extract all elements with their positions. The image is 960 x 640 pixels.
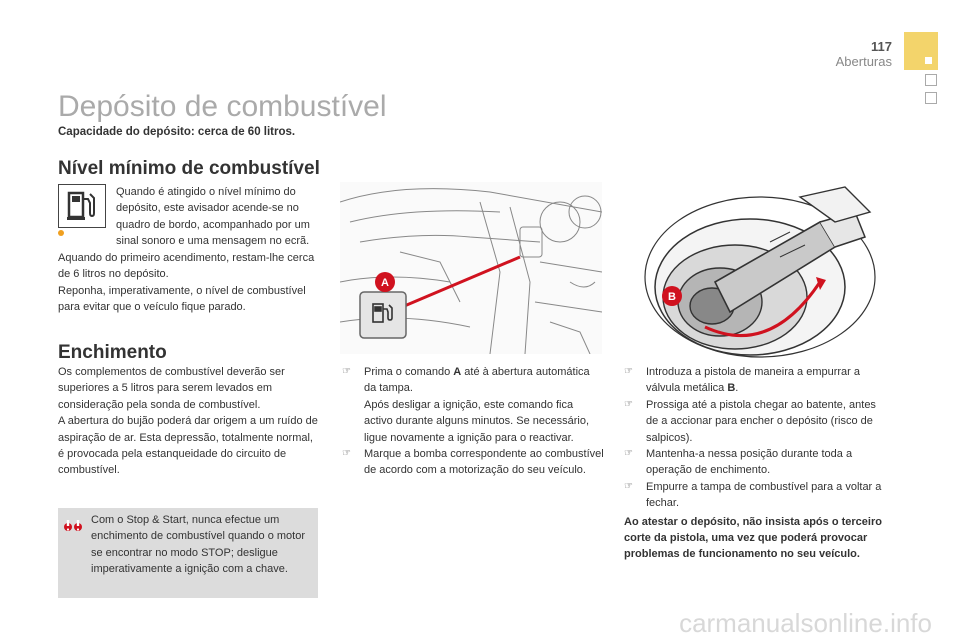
pointing-hand-icon: ☞ (342, 448, 351, 460)
step-push-stop (624, 397, 889, 446)
step-choose-pump-text: Marque a bomba correspondente ao combustível de acordo com a motorização do seu veículo. (364, 448, 604, 477)
chapter-tab-empty-2 (925, 92, 937, 104)
exclamation-icon (62, 516, 84, 538)
step-hold (624, 446, 889, 479)
refuel-warning: Ao atestar o depósito, não insista após o terceiro corte da pistola, uma vez que poderá provocar problemas de funcionamento no seu veículo. (624, 515, 882, 561)
page-title: Depósito de combustível (58, 90, 387, 123)
warning-light-text: Quando é atingido o nível mínimo do depósito, este avisador acende-se no quadro de bordo, acompanhado por um sinal sonoro e uma mensagem no ecrã. (116, 186, 310, 248)
chapter-name: Aberturas (835, 54, 892, 69)
stop-start-note: Com o Stop & Start, nunca efectue um enchimento de combustível quando o motor se encontrar no modo STOP; desligue imperativamente a ignição com a chave. (91, 514, 306, 576)
step-press-key: A (453, 366, 462, 378)
step-press-button (342, 364, 604, 446)
pointing-hand-icon: ☞ (624, 448, 633, 460)
step-push-stop-text: Prossiga até a pistola chegar ao batente, antes de a accionar para encher o depósito (risco de salpicos). (646, 398, 876, 444)
pointing-hand-icon: ☞ (342, 366, 351, 377)
step-insert-nozzle (624, 364, 889, 397)
min-level-remaining: Aquando do primeiro acendimento, restam-lhe cerca de 6 litros no depósito. (58, 252, 315, 281)
min-level-refill: Reponha, imperativamente, o nível de combustível para evitar que o veículo fique parado. (58, 284, 306, 314)
step-insert-text-end: . (735, 382, 739, 395)
label-a: A (381, 277, 389, 289)
step-press-extra: Após desligar a ignição, este comando fica activo durante alguns minutos. Se necessário, ligue novamente a ignição para o reactivar. (364, 398, 590, 444)
label-b: B (668, 291, 676, 303)
step-hold-text: Mantenha-a nessa posição durante toda a operação de enchimento. (646, 448, 853, 477)
pointing-hand-icon: ☞ (624, 366, 633, 377)
step-close-flap-text: Empurre a tampa de combustível para a voltar a fechar. (646, 480, 882, 510)
step-choose-pump (342, 446, 604, 479)
step-press-text-end: até à abertura automática da tampa. (364, 366, 590, 395)
filling-paragraph-2: A abertura do bujão poderá dar origem a um ruído de aspiração de ar. Esta depressão, totalmente normal, é provocada pela estanqueidade do circuito de combustível. (58, 415, 318, 477)
step-close-flap (624, 479, 889, 512)
watermark: carmanualsonline.info (679, 608, 932, 638)
filling-paragraph-1: Os complementos de combustível deverão ser superiores a 5 litros para serem levados em consideração pela sonda de combustível. (58, 366, 285, 411)
step-insert-key: B (727, 382, 736, 395)
filling-paragraph (58, 364, 320, 479)
chapter-tab-active (904, 32, 938, 70)
step-press-text: Prima o comando (364, 366, 454, 378)
filling-heading: Enchimento (58, 342, 167, 363)
tab-marker (925, 57, 932, 64)
fuel-pump-icon (58, 184, 106, 228)
page-number: 117 (871, 39, 892, 54)
pointing-hand-icon: ☞ (624, 398, 633, 410)
step-insert-text: Introduza a pistola de maneira a empurrar a válvula metálica (646, 366, 861, 395)
dashboard-illustration (340, 182, 602, 354)
min-level-paragraph (58, 250, 326, 316)
pointing-hand-icon: ☞ (624, 480, 633, 492)
steps-middle (342, 364, 604, 479)
steps-right (624, 364, 889, 563)
fuel-flap-illustration (620, 182, 882, 362)
chapter-tab-empty-1 (925, 74, 937, 86)
orange-marker (58, 230, 64, 236)
capacity-subtitle: Capacidade do depósito: cerca de 60 litros. (58, 126, 296, 138)
min-level-heading: Nível mínimo de combustível (58, 158, 320, 179)
